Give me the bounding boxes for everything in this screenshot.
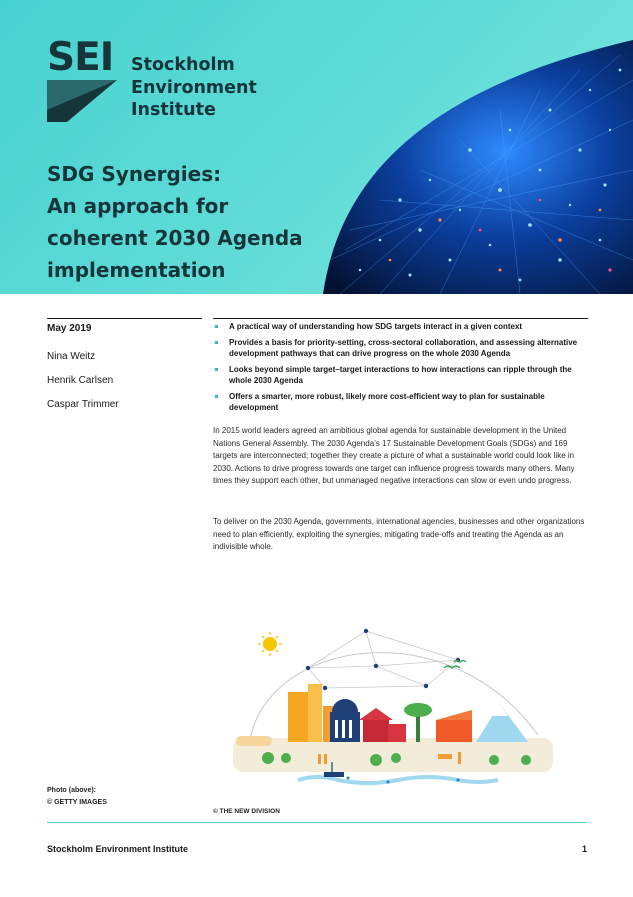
logo-line-2: Environment: [131, 77, 257, 98]
photo-credit-source: © GETTY IMAGES: [47, 799, 107, 806]
illustration-credit: © THE NEW DIVISION: [213, 808, 280, 815]
intro-paragraph: In 2015 world leaders agreed an ambitious global agenda for sustainable development in the United Nations General Assembly. The 2030 Agenda’s 17 Sustainable Development Goals (SDGs) and 169 targets are interconnected; together they create a picture of what a sustainable world could look like in 2030. Actions to drive progress towards one target can influence progress towards many others. Many times they support each other, but unmanaged negative interactions can slow or even undo progress.: [213, 426, 575, 485]
title-line-1: SDG Synergies:: [47, 162, 222, 186]
publication-date: May 2019: [47, 323, 92, 334]
logo-line-3: Institute: [131, 100, 216, 120]
photo-credit-label: Photo (above):: [47, 787, 96, 794]
sei-logo: [47, 35, 277, 122]
logo-abbreviation: SEI: [47, 35, 114, 80]
footer-rule: [47, 822, 587, 823]
title-line-3: coherent 2030 Agenda: [47, 226, 303, 250]
title-line-4: implementation: [47, 258, 226, 282]
key-point: Offers a smarter, more robust, likely more cost-efficient way to plan for sustainable development: [213, 391, 588, 414]
key-point: Looks beyond simple target–target interactions to how interactions can ripple through the whole 2030 Agenda: [213, 364, 588, 387]
author-name: Henrik Carlsen: [47, 375, 114, 386]
author-name: Nina Weitz: [47, 351, 96, 362]
key-points-list: [213, 318, 588, 418]
author-name: Caspar Trimmer: [47, 399, 119, 410]
key-point: A practical way of understanding how SDG targets interact in a given context: [213, 321, 588, 333]
sun-icon: [258, 632, 282, 656]
second-paragraph: To deliver on the 2030 Agenda, governments, international agencies, businesses and other organizations need to plan efficiently, exploiting the synergies, mitigating trade-offs and treating the Agenda as an indivisible whole.: [213, 517, 585, 551]
author-sidebar: [47, 318, 202, 410]
sustainable-city-illustration: [228, 620, 558, 800]
logo-line-1: Stockholm: [131, 55, 235, 75]
photo-credit: [47, 785, 107, 809]
title-line-2: An approach for: [47, 194, 229, 218]
page-number: 1: [581, 844, 587, 854]
key-point: Provides a basis for priority-setting, cross-sectoral collaboration, and assessing alternative development pathways that can drive progress on the whole 2030 Agenda: [213, 337, 588, 360]
page-title: [47, 158, 327, 286]
key-points-rule: [213, 318, 588, 319]
logo-wedge-icon: [47, 80, 117, 122]
hero-banner: [0, 0, 633, 294]
footer-organization: Stockholm Environment Institute: [47, 844, 189, 854]
logo-wordmark: [131, 54, 257, 122]
